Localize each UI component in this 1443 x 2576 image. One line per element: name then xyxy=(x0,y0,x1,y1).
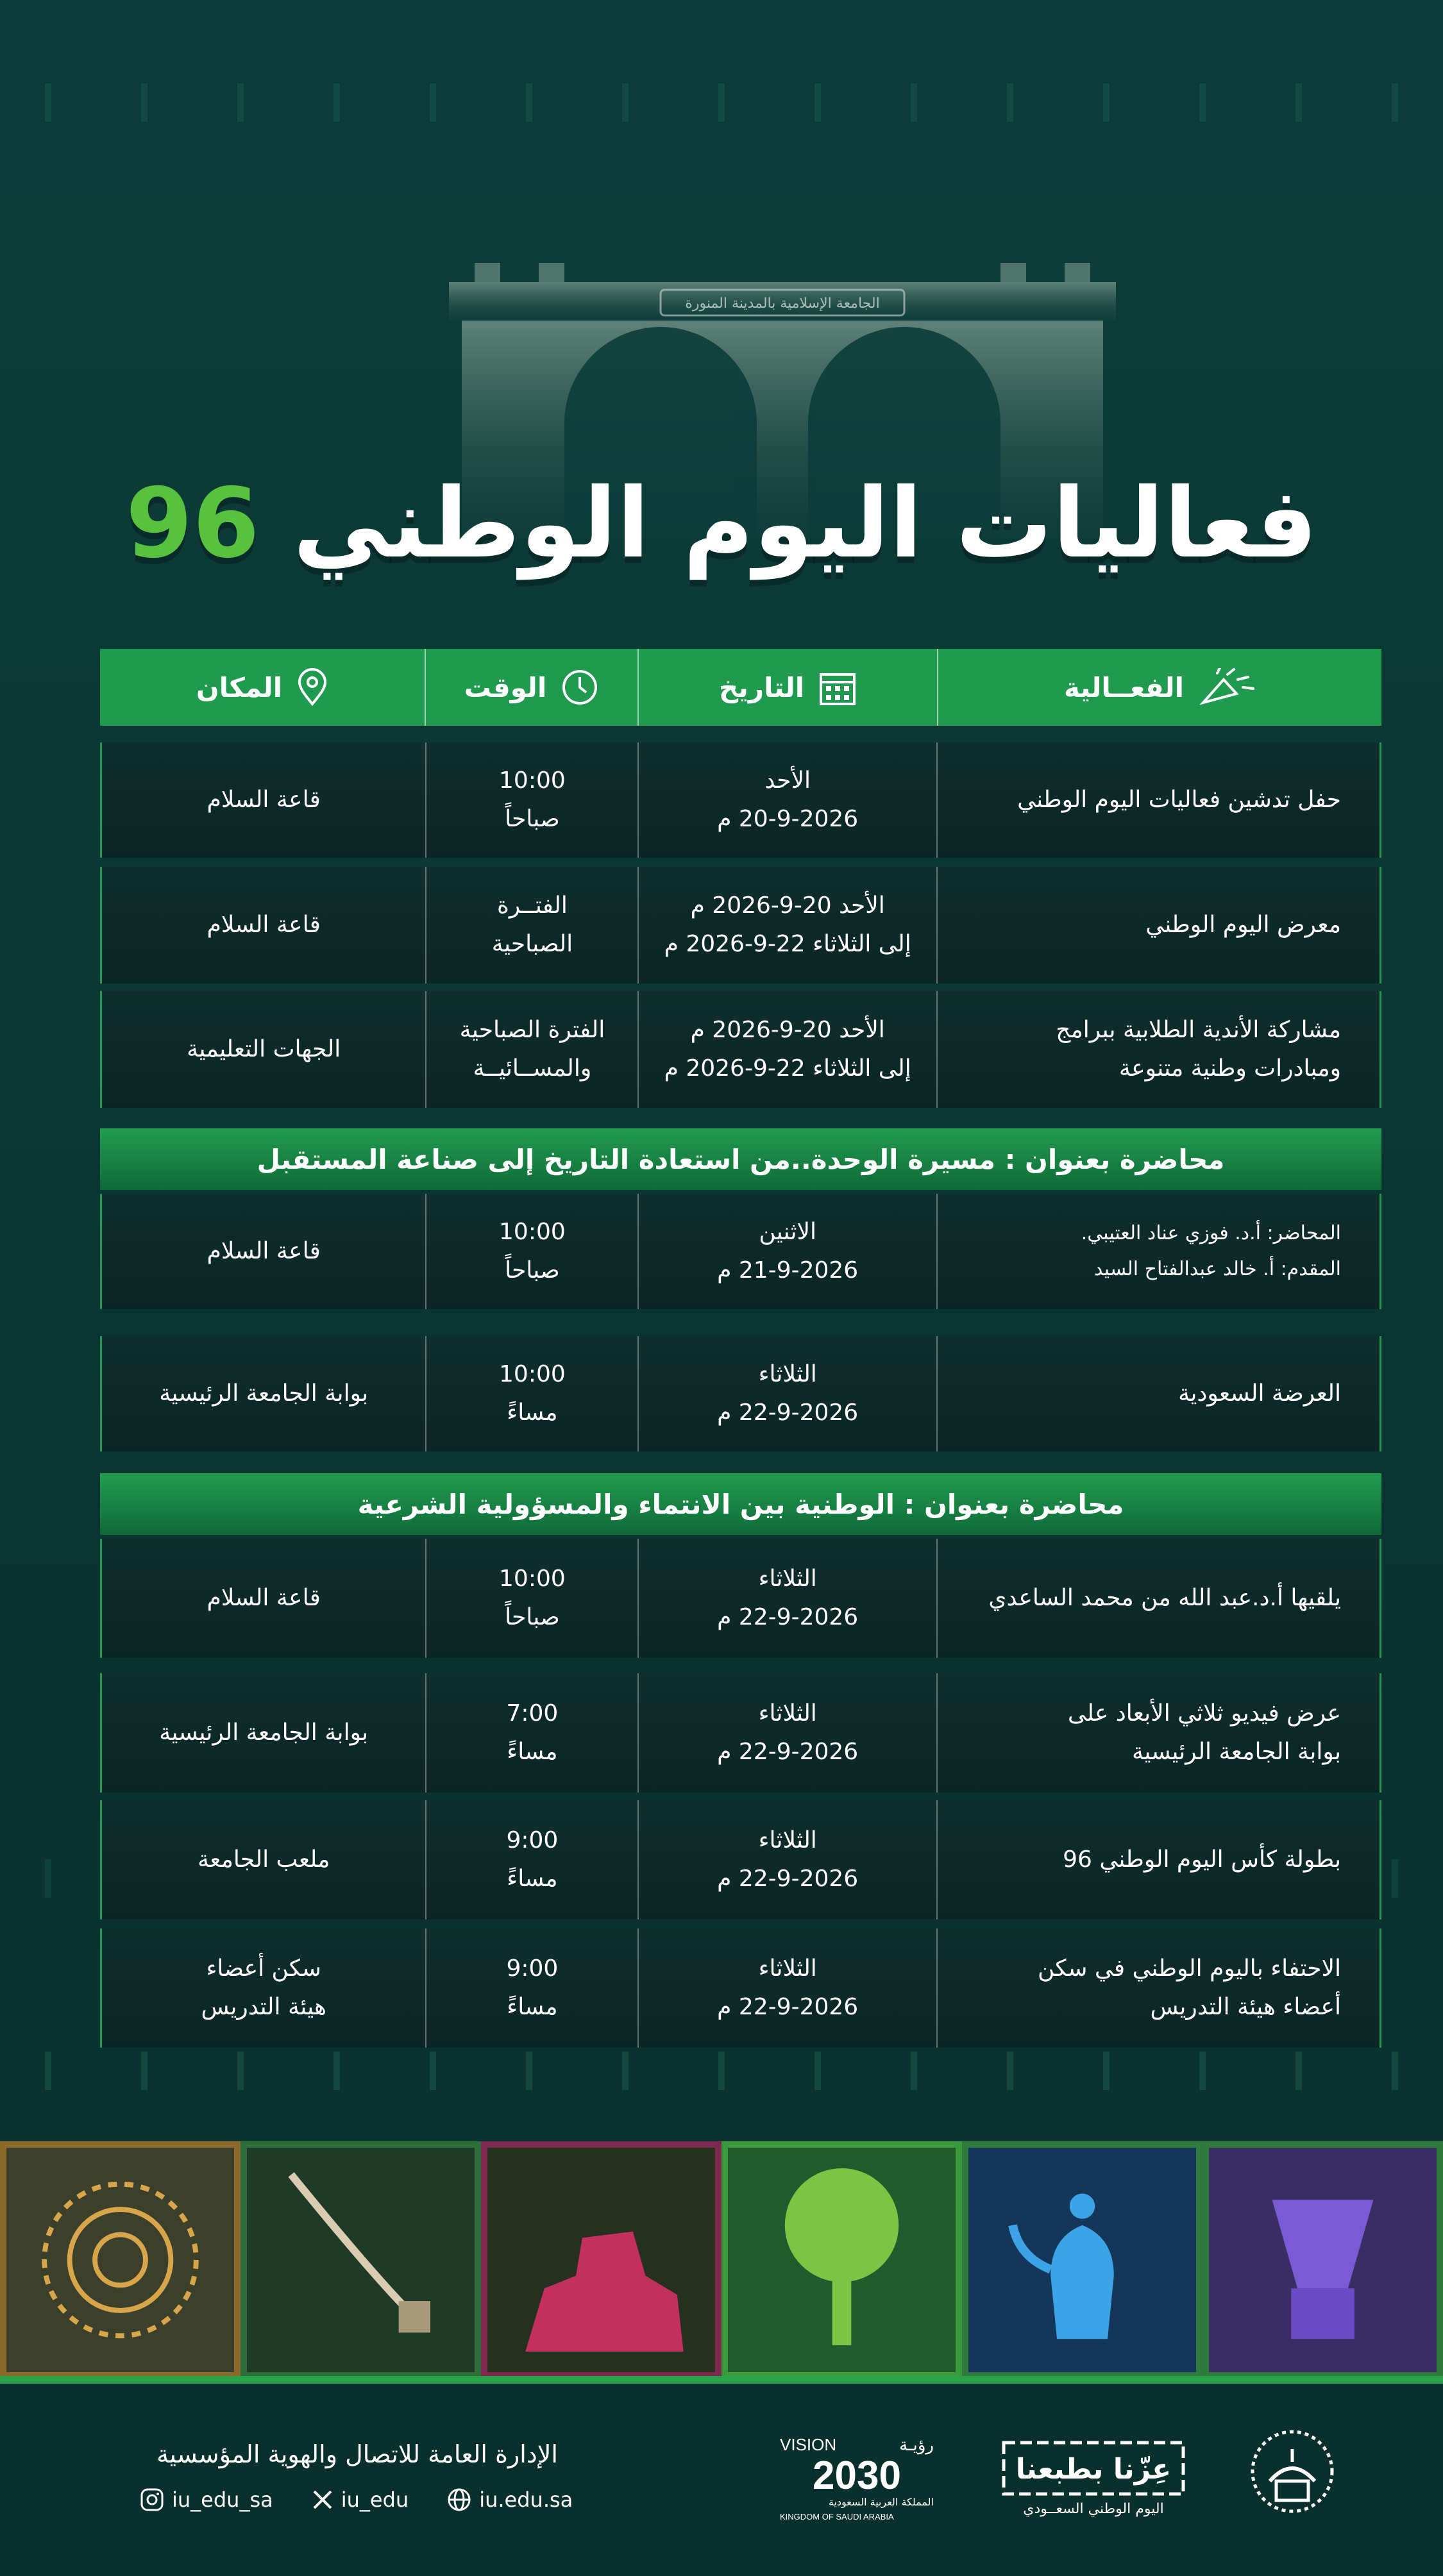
vision-en: VISION xyxy=(780,2435,837,2454)
event-cell xyxy=(936,742,1380,858)
rock-tile xyxy=(481,2141,722,2379)
event-cell xyxy=(936,991,1380,1108)
header-date-label: التاريخ xyxy=(718,671,805,703)
lecture-banner-1 xyxy=(100,1128,1381,1190)
time-cell xyxy=(425,991,637,1108)
location-pin-icon xyxy=(296,668,328,707)
date-line: الثلاثاء xyxy=(758,1827,817,1853)
table-row xyxy=(100,1673,1381,1793)
event-cell xyxy=(936,1800,1380,1919)
event-text: مشاركة الأندية الطلابية ببرامج xyxy=(1056,1017,1341,1043)
date-line: إلى الثلاثاء 22-9-2026 م xyxy=(664,1055,911,1082)
sun-pattern-tile xyxy=(0,2141,240,2379)
place-text: قاعة السلام xyxy=(207,912,321,938)
heritage-tiles xyxy=(0,2141,1443,2379)
calendar-icon xyxy=(818,668,857,707)
date-line: 22-9-2026 م xyxy=(717,1400,859,1426)
header-time-label: الوقت xyxy=(464,671,547,703)
time-line: مساءً xyxy=(507,1866,558,1892)
event-text: بوابة الجامعة الرئيسية xyxy=(1132,1739,1341,1765)
place-cell xyxy=(102,1336,425,1451)
event-cell xyxy=(936,1194,1380,1309)
globe-icon xyxy=(447,2488,471,2512)
department-name: الإدارة العامة للاتصال والهوية المؤسسية xyxy=(156,2440,558,2468)
university-logo xyxy=(1244,2423,1340,2520)
coffee-pot-tile xyxy=(962,2141,1202,2379)
date-cell xyxy=(637,991,936,1108)
date-cell xyxy=(637,1673,936,1793)
dallah-coffee-pot-icon xyxy=(968,2148,1196,2372)
time-line: صباحاً xyxy=(505,1604,560,1630)
instagram-icon xyxy=(140,2488,164,2512)
place-cell xyxy=(102,1800,425,1919)
lecture-banner-2 xyxy=(100,1473,1381,1535)
place-text: الجهات التعليمية xyxy=(187,1036,341,1062)
tree-icon xyxy=(728,2148,956,2372)
mountain-rock-icon xyxy=(487,2148,715,2372)
place-cell xyxy=(102,742,425,858)
date-cell xyxy=(637,1539,936,1658)
date-cell xyxy=(637,1928,936,2048)
table-row xyxy=(100,1336,1381,1451)
date-cell xyxy=(637,1336,936,1451)
place-text: قاعة السلام xyxy=(207,1238,321,1264)
date-line: الأحد xyxy=(764,767,811,794)
website-url: iu.edu.sa xyxy=(479,2488,573,2512)
title-words: فعاليات اليوم الوطني xyxy=(292,468,1318,580)
time-cell xyxy=(425,1336,637,1451)
time-cell xyxy=(425,1194,637,1309)
divider-line xyxy=(0,2376,1443,2384)
lecture-title: محاضرة بعنوان : مسيرة الوحدة..من استعادة التاريخ إلى صناعة المستقبل xyxy=(257,1143,1225,1175)
time-line: صباحاً xyxy=(505,1257,560,1284)
date-cell xyxy=(637,1800,936,1919)
time-line: الفترة الصباحية xyxy=(459,1017,605,1043)
date-line: الاثنين xyxy=(759,1219,817,1245)
time-line: 10:00 xyxy=(499,1361,566,1387)
time-line: 9:00 xyxy=(506,1955,559,1982)
header-event xyxy=(937,649,1381,726)
header-place xyxy=(100,649,425,726)
event-text: العرضة السعودية xyxy=(1178,1380,1341,1407)
place-cell xyxy=(102,1539,425,1658)
social-links xyxy=(140,2488,573,2512)
time-line: 10:00 xyxy=(499,1219,566,1245)
incense-tile xyxy=(1202,2141,1443,2379)
sword-icon xyxy=(247,2148,475,2372)
date-cell xyxy=(637,867,936,983)
time-line: 7:00 xyxy=(506,1700,559,1727)
table-row xyxy=(100,1194,1381,1309)
date-line: الثلاثاء xyxy=(758,1955,817,1982)
place-text: قاعة السلام xyxy=(207,787,321,813)
top-pattern xyxy=(0,83,1443,122)
date-cell xyxy=(637,742,936,858)
place-text: سكن أعضاء xyxy=(206,1955,321,1982)
time-line: والمســائيــة xyxy=(473,1055,592,1082)
x-icon xyxy=(312,2489,333,2511)
sword-tile xyxy=(240,2141,481,2379)
title-number: 96 xyxy=(125,468,260,580)
website-link[interactable] xyxy=(447,2488,573,2512)
place-cell xyxy=(102,1928,425,2048)
date-line: 22-9-2026 م xyxy=(717,1994,859,2020)
date-line: 22-9-2026 م xyxy=(717,1604,859,1630)
vision-sub-en: KINGDOM OF SAUDI ARABIA xyxy=(780,2512,894,2522)
time-line: مساءً xyxy=(507,1994,558,2020)
party-popper-icon xyxy=(1198,668,1256,707)
event-text: بطولة كأس اليوم الوطني 96 xyxy=(1063,1846,1341,1873)
event-text: معرض اليوم الوطني xyxy=(1145,912,1341,938)
page-title xyxy=(0,468,1443,580)
place-cell xyxy=(102,1673,425,1793)
sun-pattern-icon xyxy=(6,2148,234,2372)
national-day-slogan-logo xyxy=(991,2436,1196,2520)
date-line: 20-9-2026 م xyxy=(717,806,859,832)
event-text: المقدم: أ. خالد عبدالفتاح السيد xyxy=(1094,1258,1341,1280)
date-cell xyxy=(637,1194,936,1309)
vision-year: 2030 xyxy=(813,2454,901,2498)
header-time xyxy=(425,649,637,726)
event-text: المحاضر: أ.د. فوزي عناد العتيبي. xyxy=(1081,1222,1341,1244)
table-header xyxy=(100,649,1381,726)
clock-icon xyxy=(561,668,599,707)
table-row xyxy=(100,991,1381,1108)
date-line: الثلاثاء xyxy=(758,1566,817,1592)
header-date xyxy=(637,649,937,726)
x-link[interactable] xyxy=(312,2488,409,2512)
header-event-label: الفعــالية xyxy=(1064,671,1184,703)
time-line: صباحاً xyxy=(505,806,560,832)
event-cell xyxy=(936,867,1380,983)
slogan-sub: اليوم الوطني السعــودي xyxy=(1023,2501,1164,2517)
time-line: الفتــرة xyxy=(496,892,568,919)
time-cell xyxy=(425,742,637,858)
event-cell xyxy=(936,1928,1380,2048)
time-line: 9:00 xyxy=(506,1827,559,1853)
table-row xyxy=(100,1928,1381,2048)
date-line: الثلاثاء xyxy=(758,1700,817,1727)
date-line: الأحد 20-9-2026 م xyxy=(690,892,885,919)
place-text: بوابة الجامعة الرئيسية xyxy=(159,1380,369,1407)
date-line: الأحد 20-9-2026 م xyxy=(690,1017,885,1043)
date-line: 22-9-2026 م xyxy=(717,1866,859,1892)
lecture-title: محاضرة بعنوان : الوطنية بين الانتماء والمسؤولية الشرعية xyxy=(357,1488,1124,1520)
time-cell xyxy=(425,1928,637,2048)
time-cell xyxy=(425,867,637,983)
place-cell xyxy=(102,867,425,983)
building-sign: الجامعة الإسلامية بالمدينة المنورة xyxy=(685,296,880,312)
vision-2030-logo xyxy=(773,2430,940,2526)
event-text: الاحتفاء باليوم الوطني في سكن xyxy=(1038,1955,1341,1982)
place-cell xyxy=(102,991,425,1108)
place-cell xyxy=(102,1194,425,1309)
date-line: الثلاثاء xyxy=(758,1361,817,1387)
table-row xyxy=(100,1539,1381,1658)
event-text: أعضاء هيئة التدريس xyxy=(1150,1994,1341,2020)
table-row xyxy=(100,742,1381,858)
time-cell xyxy=(425,1800,637,1919)
date-line: إلى الثلاثاء 22-9-2026 م xyxy=(664,931,911,957)
event-text: ومبادرات وطنية متنوعة xyxy=(1118,1055,1341,1082)
place-text: قاعة السلام xyxy=(207,1585,321,1611)
event-cell xyxy=(936,1539,1380,1658)
event-cell xyxy=(936,1336,1380,1451)
time-line: مساءً xyxy=(507,1400,558,1426)
instagram-link[interactable] xyxy=(140,2488,273,2512)
slogan-text: عِزّنا بطبعنا xyxy=(1015,2453,1172,2486)
x-handle: iu_edu xyxy=(341,2488,409,2512)
vision-ar: رؤيـة xyxy=(899,2436,934,2455)
table-row xyxy=(100,867,1381,983)
vision-sub-ar: المملكة العربية السعودية xyxy=(828,2496,934,2508)
time-line: مساءً xyxy=(507,1739,558,1765)
header-place-label: المكان xyxy=(196,671,283,703)
date-line: 22-9-2026 م xyxy=(717,1739,859,1765)
time-cell xyxy=(425,1539,637,1658)
time-line: الصباحية xyxy=(491,931,573,957)
instagram-handle: iu_edu_sa xyxy=(172,2488,273,2512)
time-cell xyxy=(425,1673,637,1793)
incense-burner-icon xyxy=(1209,2148,1437,2372)
event-text: يلقيها أ.د.عبد الله من محمد الساعدي xyxy=(988,1585,1341,1611)
place-text: بوابة الجامعة الرئيسية xyxy=(159,1719,369,1746)
tree-tile xyxy=(722,2141,962,2379)
place-text: ملعب الجامعة xyxy=(197,1846,330,1873)
event-text: حفل تدشين فعاليات اليوم الوطني xyxy=(1017,787,1341,813)
time-line: 10:00 xyxy=(499,1566,566,1592)
date-line: 21-9-2026 م xyxy=(717,1257,859,1284)
event-cell xyxy=(936,1673,1380,1793)
bottom-pattern-2 xyxy=(0,2052,1443,2090)
event-text: عرض فيديو ثلاثي الأبعاد على xyxy=(1067,1700,1341,1727)
place-text: هيئة التدريس xyxy=(201,1994,326,2020)
table-row xyxy=(100,1800,1381,1919)
time-line: 10:00 xyxy=(499,767,566,794)
